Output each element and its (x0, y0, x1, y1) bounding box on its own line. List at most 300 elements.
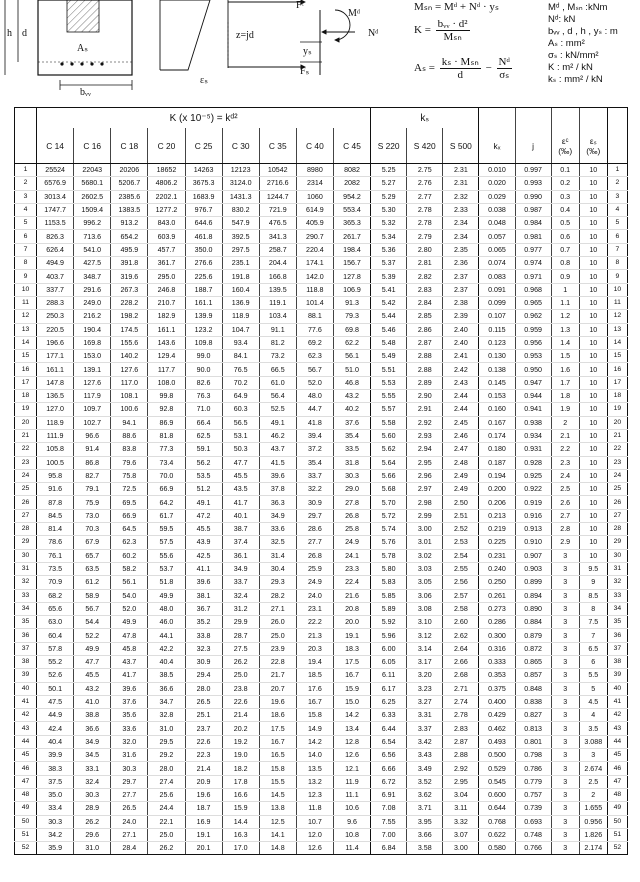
cell-s220: 6.56 (371, 749, 407, 762)
cell-s500: 2.64 (443, 642, 479, 655)
cell-s500: 2.36 (443, 257, 479, 270)
cell-c25: 29.4 (185, 669, 222, 682)
cell-c16: 30.3 (74, 788, 111, 801)
cell-row-index-right: 12 (607, 310, 627, 323)
cell-s500: 2.34 (443, 217, 479, 230)
cell-c25: 976.7 (185, 203, 222, 216)
cell-c18: 35.6 (111, 709, 148, 722)
cell-c20: 51.8 (148, 576, 185, 589)
cell-c40: 290.7 (296, 230, 333, 243)
cell-c14: 40.4 (37, 735, 74, 748)
cell-es: 10 (579, 270, 607, 283)
cell-c45: 17.5 (333, 655, 370, 668)
cell-c25: 3675.3 (185, 177, 222, 190)
cell-row-index-right: 21 (607, 429, 627, 442)
cell-s220: 5.37 (371, 257, 407, 270)
md-label: Mᵈ (348, 8, 361, 19)
cell-s500: 2.83 (443, 722, 479, 735)
cell-row-index: 39 (15, 669, 37, 682)
cell-c25: 49.1 (185, 496, 222, 509)
cell-c35: 17.5 (259, 722, 296, 735)
cell-c45: 40.2 (333, 403, 370, 416)
cell-c30: 547.9 (222, 217, 259, 230)
cell-j: 0.857 (515, 669, 551, 682)
cell-row-index-right: 40 (607, 682, 627, 695)
cell-c16: 26.2 (74, 815, 111, 828)
cell-c35: 46.2 (259, 429, 296, 442)
cell-row-index-right: 6 (607, 230, 627, 243)
cell-c14: 37.5 (37, 775, 74, 788)
cell-c45: 365.3 (333, 217, 370, 230)
cell-c18: 26.5 (111, 802, 148, 815)
cell-s420: 3.62 (407, 788, 443, 801)
cell-es: 10 (579, 190, 607, 203)
cell-ec: 1.4 (551, 336, 579, 349)
cell-row-index-right: 18 (607, 390, 627, 403)
cell-c45: 553.4 (333, 203, 370, 216)
cell-s500: 2.44 (443, 390, 479, 403)
table-row (15, 602, 628, 615)
k-formula-left: K = (414, 24, 431, 37)
cell-j: 0.956 (515, 336, 551, 349)
cell-c30: 64.9 (222, 390, 259, 403)
table-row (15, 655, 628, 668)
cell-c25: 45.5 (185, 523, 222, 536)
as-formula-numerator-1: kₛ · Mₛₙ (441, 56, 479, 68)
cell-c20: 108.0 (148, 376, 185, 389)
cell-c18: 391.8 (111, 257, 148, 270)
cell-s500: 2.37 (443, 283, 479, 296)
table-row (15, 509, 628, 522)
cell-s220: 5.46 (371, 323, 407, 336)
cell-c40: 20.3 (296, 642, 333, 655)
cell-c45: 18.3 (333, 642, 370, 655)
cell-j: 0.962 (515, 310, 551, 323)
cell-c35: 73.2 (259, 350, 296, 363)
cell-c20: 34.7 (148, 695, 185, 708)
cell-c16: 5680.1 (74, 177, 111, 190)
cell-c25: 35.2 (185, 616, 222, 629)
cell-c25: 21.4 (185, 762, 222, 775)
cell-c35: 21.7 (259, 669, 296, 682)
cell-kx: 0.160 (479, 403, 515, 416)
table-row (15, 270, 628, 283)
cell-c30: 47.7 (222, 456, 259, 469)
cell-c18: 174.5 (111, 323, 148, 336)
cell-c35: 31.4 (259, 549, 296, 562)
cell-row-index-right: 50 (607, 815, 627, 828)
cell-c40: 27.7 (296, 536, 333, 549)
cell-c18: 5206.7 (111, 177, 148, 190)
cell-j: 0.916 (515, 509, 551, 522)
cell-c45: 29.0 (333, 483, 370, 496)
cell-c18: 127.6 (111, 363, 148, 376)
cell-c40: 37.2 (296, 443, 333, 456)
cell-s420: 3.43 (407, 749, 443, 762)
col-kx: kₓ (479, 128, 515, 164)
cell-row-index: 10 (15, 283, 37, 296)
cell-s500: 2.58 (443, 602, 479, 615)
cell-s420: 2.78 (407, 217, 443, 230)
cell-ec: 3 (551, 802, 579, 815)
cell-c16: 34.5 (74, 749, 111, 762)
cell-s220: 6.00 (371, 642, 407, 655)
cell-c25: 36.7 (185, 602, 222, 615)
cell-j: 0.827 (515, 709, 551, 722)
cell-es: 10 (579, 164, 607, 177)
unit-normal: Nᵈ: kN (548, 14, 576, 25)
cell-c45: 23.3 (333, 562, 370, 575)
cell-s420: 3.71 (407, 802, 443, 815)
cell-c45: 69.8 (333, 323, 370, 336)
cell-ec: 1 (551, 283, 579, 296)
cell-c20: 22.1 (148, 815, 185, 828)
cell-row-index: 5 (15, 217, 37, 230)
cell-kx: 0.240 (479, 562, 515, 575)
cell-c25: 59.1 (185, 443, 222, 456)
cell-row-index: 30 (15, 549, 37, 562)
cell-c40: 11.8 (296, 802, 333, 815)
cell-c16: 22043 (74, 164, 111, 177)
cell-c40: 24.0 (296, 589, 333, 602)
cell-c40: 35.4 (296, 456, 333, 469)
cell-es: 10 (579, 257, 607, 270)
cell-kx: 0.083 (479, 270, 515, 283)
cell-c18: 33.6 (111, 722, 148, 735)
cell-s420: 3.00 (407, 523, 443, 536)
cell-c18: 83.8 (111, 443, 148, 456)
cell-s500: 2.68 (443, 669, 479, 682)
cell-ec: 3 (551, 735, 579, 748)
col-c14: C 14 (37, 128, 74, 164)
cell-j: 0.903 (515, 562, 551, 575)
cell-es: 2.5 (579, 775, 607, 788)
cell-row-index-right: 19 (607, 403, 627, 416)
cell-c40: 2314 (296, 177, 333, 190)
cell-c14: 39.9 (37, 749, 74, 762)
cell-row-index-right: 35 (607, 616, 627, 629)
cell-c18: 228.2 (111, 296, 148, 309)
cell-ec: 2.2 (551, 443, 579, 456)
cell-c25: 19.1 (185, 828, 222, 841)
cell-es: 10 (579, 429, 607, 442)
cell-c25: 22.3 (185, 749, 222, 762)
table-row (15, 296, 628, 309)
cell-c16: 1509.4 (74, 203, 111, 216)
cell-s500: 2.38 (443, 296, 479, 309)
table-row (15, 589, 628, 602)
cell-c45: 8082 (333, 164, 370, 177)
cell-c35: 52.5 (259, 403, 296, 416)
cell-es: 9 (579, 576, 607, 589)
cell-j: 0.884 (515, 616, 551, 629)
cell-c30: 43.5 (222, 483, 259, 496)
cell-ec: 3 (551, 722, 579, 735)
cell-j: 0.890 (515, 602, 551, 615)
cell-c16: 96.6 (74, 429, 111, 442)
cell-c20: 129.4 (148, 350, 185, 363)
cell-c30: 25.0 (222, 669, 259, 682)
cell-s500: 2.42 (443, 363, 479, 376)
unit-area: Aₛ : mm² (548, 38, 585, 49)
cell-kx: 0.333 (479, 655, 515, 668)
cell-c14: 42.4 (37, 722, 74, 735)
cell-c20: 117.7 (148, 363, 185, 376)
cell-c20: 66.9 (148, 483, 185, 496)
table-row (15, 695, 628, 708)
cell-kx: 0.029 (479, 190, 515, 203)
cell-c40: 18.5 (296, 669, 333, 682)
col-s500: S 500 (443, 128, 479, 164)
cell-c18: 20206 (111, 164, 148, 177)
cell-c14: 65.6 (37, 602, 74, 615)
cell-kx: 0.400 (479, 695, 515, 708)
cell-c20: 29.5 (148, 735, 185, 748)
cell-j: 0.941 (515, 403, 551, 416)
cell-c20: 40.4 (148, 655, 185, 668)
cell-c18: 495.9 (111, 243, 148, 256)
cell-row-index: 50 (15, 815, 37, 828)
cell-j: 0.899 (515, 576, 551, 589)
cell-c45: 14.2 (333, 709, 370, 722)
cell-c40: 29.7 (296, 509, 333, 522)
cell-es: 10 (579, 456, 607, 469)
cell-c40: 39.4 (296, 429, 333, 442)
cell-c20: 26.2 (148, 842, 185, 855)
cell-kx: 0.091 (479, 283, 515, 296)
cell-c30: 830.2 (222, 203, 259, 216)
cell-c20: 49.9 (148, 589, 185, 602)
cell-s500: 2.48 (443, 456, 479, 469)
cell-c16: 31.0 (74, 842, 111, 855)
cell-s220: 5.76 (371, 536, 407, 549)
cell-s500: 2.40 (443, 336, 479, 349)
cell-j: 0.971 (515, 270, 551, 283)
eps-s-label: εₛ (200, 75, 208, 86)
cell-c20: 4806.2 (148, 177, 185, 190)
fs-label: Fₛ (300, 66, 310, 77)
cell-row-index-right: 2 (607, 177, 627, 190)
cell-c35: 341.3 (259, 230, 296, 243)
cell-ec: 1.8 (551, 390, 579, 403)
cell-ec: 3 (551, 762, 579, 775)
cell-row-index-right: 33 (607, 589, 627, 602)
cell-c16: 36.6 (74, 722, 111, 735)
cell-s420: 2.82 (407, 270, 443, 283)
cell-es: 3.5 (579, 722, 607, 735)
cell-row-index-right: 28 (607, 523, 627, 536)
cell-es: 3.088 (579, 735, 607, 748)
cell-c45: 20.0 (333, 616, 370, 629)
cell-c45: 954.2 (333, 190, 370, 203)
cell-c40: 14.9 (296, 722, 333, 735)
cell-c16: 73.0 (74, 509, 111, 522)
cell-c16: 427.5 (74, 257, 111, 270)
cell-j: 0.928 (515, 456, 551, 469)
as-formula-minus: − (485, 62, 492, 75)
cell-c16: 70.3 (74, 523, 111, 536)
cell-j: 0.959 (515, 323, 551, 336)
cell-row-index-right: 3 (607, 190, 627, 203)
cell-c30: 45.5 (222, 469, 259, 482)
cell-c40: 33.7 (296, 469, 333, 482)
cell-c45: 12.8 (333, 735, 370, 748)
cell-c25: 20.9 (185, 775, 222, 788)
cell-j: 0.950 (515, 363, 551, 376)
cell-s220: 5.92 (371, 616, 407, 629)
cell-c35: 61.0 (259, 376, 296, 389)
cell-c40: 69.2 (296, 336, 333, 349)
cell-c14: 73.5 (37, 562, 74, 575)
cell-j: 0.968 (515, 283, 551, 296)
cell-kx: 0.429 (479, 709, 515, 722)
cell-s420: 3.66 (407, 828, 443, 841)
cell-c35: 476.5 (259, 217, 296, 230)
cell-c30: 16.6 (222, 788, 259, 801)
cell-kx: 0.099 (479, 296, 515, 309)
cell-es: 1.655 (579, 802, 607, 815)
cell-row-index: 35 (15, 616, 37, 629)
cell-c30: 70.2 (222, 376, 259, 389)
cell-row-index-right: 30 (607, 549, 627, 562)
cell-es: 10 (579, 403, 607, 416)
cell-es: 10 (579, 350, 607, 363)
cell-s220: 5.27 (371, 177, 407, 190)
cell-c45: 31.8 (333, 456, 370, 469)
cell-c14: 60.4 (37, 629, 74, 642)
cell-c40: 19.4 (296, 655, 333, 668)
cell-s420: 3.03 (407, 562, 443, 575)
as-formula-numerator-2: Nᵈ (498, 56, 510, 68)
cell-c40: 15.8 (296, 709, 333, 722)
cell-c30: 297.5 (222, 243, 259, 256)
cell-s500: 2.31 (443, 164, 479, 177)
cell-row-index: 52 (15, 842, 37, 855)
cell-es: 10 (579, 509, 607, 522)
cell-s220: 6.91 (371, 788, 407, 801)
cell-s500: 2.34 (443, 230, 479, 243)
cell-row-index-right: 37 (607, 642, 627, 655)
cell-s420: 2.92 (407, 416, 443, 429)
cell-c25: 42.5 (185, 549, 222, 562)
cell-row-index-right: 27 (607, 509, 627, 522)
h-label: h (7, 28, 12, 39)
cell-c35: 41.5 (259, 456, 296, 469)
cell-es: 10 (579, 536, 607, 549)
cell-s420: 3.17 (407, 655, 443, 668)
cell-kx: 0.187 (479, 456, 515, 469)
cell-c45: 156.7 (333, 257, 370, 270)
cell-kx: 0.206 (479, 496, 515, 509)
cell-c35: 30.4 (259, 562, 296, 575)
cell-c14: 47.5 (37, 695, 74, 708)
cell-s220: 5.32 (371, 217, 407, 230)
cell-row-index-right: 41 (607, 695, 627, 708)
cell-ec: 0.7 (551, 243, 579, 256)
cell-j: 0.984 (515, 217, 551, 230)
cell-j: 0.739 (515, 802, 551, 815)
compression-zone (67, 0, 99, 32)
cell-j: 0.919 (515, 496, 551, 509)
cell-c16: 190.4 (74, 323, 111, 336)
cell-es: 7 (579, 629, 607, 642)
cell-es: 10 (579, 296, 607, 309)
cell-s420: 2.85 (407, 310, 443, 323)
cell-kx: 0.300 (479, 629, 515, 642)
cell-es: 10 (579, 310, 607, 323)
cell-c25: 33.8 (185, 629, 222, 642)
cell-es: 6 (579, 655, 607, 668)
cell-row-index: 48 (15, 788, 37, 801)
cell-c30: 76.5 (222, 363, 259, 376)
cell-c14: 1153.5 (37, 217, 74, 230)
cell-c35: 29.3 (259, 576, 296, 589)
cell-s420: 2.86 (407, 323, 443, 336)
cell-c20: 843.0 (148, 217, 185, 230)
cell-row-index-right: 10 (607, 283, 627, 296)
cell-c40: 48.0 (296, 390, 333, 403)
cell-c35: 33.6 (259, 523, 296, 536)
cell-s220: 5.42 (371, 296, 407, 309)
cell-c14: 161.1 (37, 363, 74, 376)
cell-c16: 91.4 (74, 443, 111, 456)
cell-c14: 63.0 (37, 616, 74, 629)
cell-s500: 2.54 (443, 549, 479, 562)
cell-s220: 5.83 (371, 576, 407, 589)
cell-c45: 11.4 (333, 842, 370, 855)
cell-es: 5.5 (579, 669, 607, 682)
cell-row-index: 31 (15, 562, 37, 575)
cell-ec: 2.5 (551, 483, 579, 496)
cell-j: 0.757 (515, 788, 551, 801)
cell-c18: 72.5 (111, 483, 148, 496)
cell-c16: 38.8 (74, 709, 111, 722)
cell-es: 2 (579, 788, 607, 801)
cell-row-index-right: 15 (607, 350, 627, 363)
cell-c40: 101.4 (296, 296, 333, 309)
cell-c18: 28.4 (111, 842, 148, 855)
cell-row-index: 12 (15, 310, 37, 323)
cell-c18: 60.2 (111, 549, 148, 562)
cell-c18: 27.7 (111, 788, 148, 801)
cell-c18: 43.7 (111, 655, 148, 668)
cell-c20: 246.8 (148, 283, 185, 296)
cell-c25: 20.1 (185, 842, 222, 855)
cell-c18: 39.6 (111, 682, 148, 695)
cell-c14: 68.2 (37, 589, 74, 602)
cell-row-index: 7 (15, 243, 37, 256)
cell-c20: 1277.2 (148, 203, 185, 216)
cell-kx: 0.529 (479, 762, 515, 775)
cell-row-index-right: 1 (607, 164, 627, 177)
cell-c25: 23.7 (185, 722, 222, 735)
table-row (15, 469, 628, 482)
cell-ec: 0.8 (551, 257, 579, 270)
cell-c40: 25.9 (296, 562, 333, 575)
cell-row-index: 36 (15, 629, 37, 642)
cell-kx: 0.138 (479, 363, 515, 376)
cell-c35: 16.5 (259, 749, 296, 762)
cell-j: 0.931 (515, 443, 551, 456)
cell-s420: 3.20 (407, 669, 443, 682)
cell-row-index-right: 51 (607, 828, 627, 841)
cell-kx: 0.167 (479, 416, 515, 429)
cell-row-index: 38 (15, 655, 37, 668)
cell-ec: 3 (551, 709, 579, 722)
cell-s500: 2.50 (443, 496, 479, 509)
unit-stress: σₛ : kN/mm² (548, 50, 599, 61)
cell-c40: 44.7 (296, 403, 333, 416)
